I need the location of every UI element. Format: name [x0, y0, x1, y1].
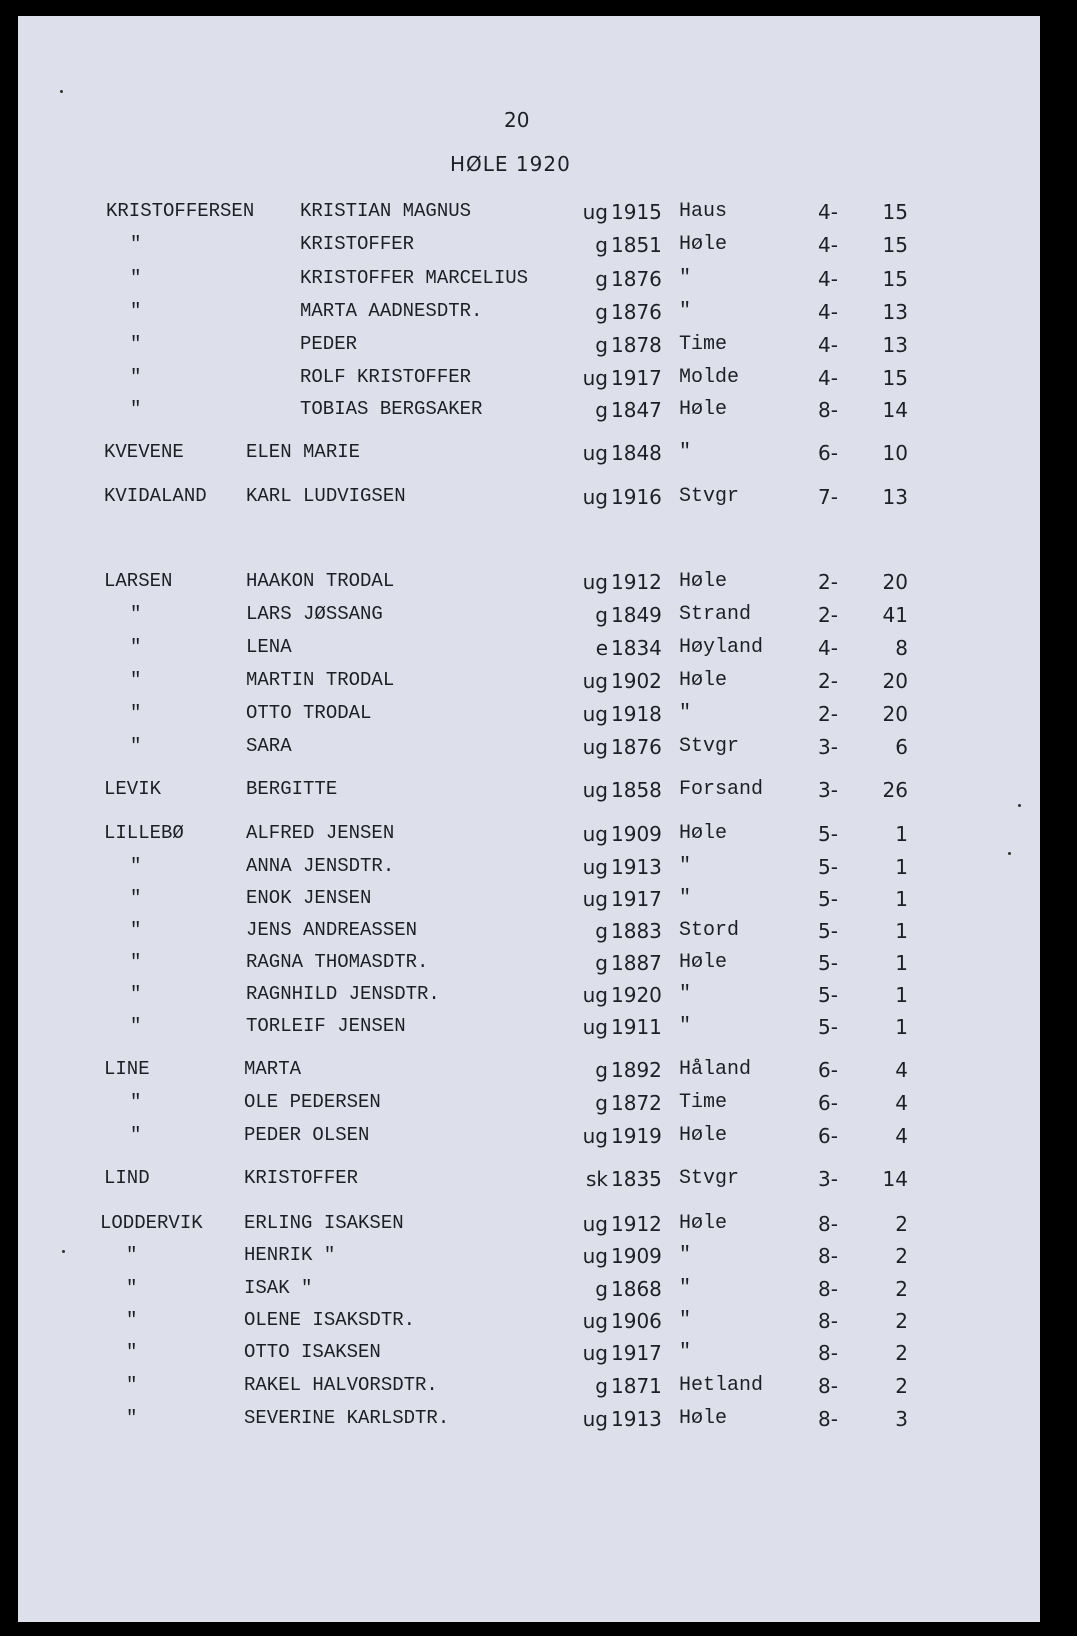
register-row [18, 200, 1040, 230]
birthplace-cell: Høle [679, 1212, 728, 1235]
birth-year-cell: 1883 [611, 919, 662, 943]
reference-part-b: 8 [895, 636, 908, 660]
birth-year-cell: 1887 [611, 951, 662, 975]
surname-cell: KVEVENE [104, 441, 184, 463]
surname-cell: " [130, 300, 142, 322]
reference-part-b: 1 [895, 1015, 908, 1039]
given-name-cell: HENRIK " [244, 1244, 336, 1266]
marital-status-cell: ug [582, 822, 608, 846]
given-name-cell: MARTA AADNESDTR. [300, 300, 483, 322]
register-row [18, 636, 1040, 666]
birth-year-cell: 1913 [611, 1407, 662, 1431]
reference-part-a: 8- [818, 1277, 838, 1301]
register-row [18, 267, 1040, 297]
birthplace-cell: Høle [679, 1407, 728, 1430]
surname-cell: " [126, 1277, 138, 1299]
birthplace-cell: Høle [679, 570, 728, 593]
reference-part-b: 15 [882, 366, 908, 390]
given-name-cell: ALFRED JENSEN [246, 822, 395, 844]
birth-year-cell: 1917 [611, 1341, 662, 1365]
birthplace-cell: Høle [679, 233, 728, 256]
marital-status-cell: g [595, 267, 608, 291]
reference-part-b: 13 [882, 300, 908, 324]
birthplace-cell: Håland [679, 1058, 752, 1081]
reference-part-a: 5- [818, 1015, 838, 1039]
given-name-cell: OTTO TRODAL [246, 702, 372, 724]
given-name-cell: JENS ANDREASSEN [246, 919, 418, 941]
given-name-cell: OLENE ISAKSDTR. [244, 1309, 416, 1331]
birthplace-cell: " [679, 887, 692, 910]
birthplace-cell: Høle [679, 1124, 728, 1147]
reference-part-a: 5- [818, 983, 838, 1007]
reference-part-b: 14 [882, 1167, 908, 1191]
birthplace-cell: Høle [679, 669, 728, 692]
paper-speck [1008, 852, 1011, 855]
surname-cell: " [126, 1407, 138, 1429]
birth-year-cell: 1876 [611, 267, 662, 291]
birth-year-cell: 1906 [611, 1309, 662, 1333]
surname-cell: LODDERVIK [100, 1212, 203, 1234]
page-number: 20 [504, 108, 530, 132]
birth-year-cell: 1848 [611, 441, 662, 465]
marital-status-cell: g [595, 951, 608, 975]
marital-status-cell: g [595, 1091, 608, 1115]
register-row [18, 1407, 1040, 1437]
given-name-cell: KRISTOFFER [300, 233, 415, 255]
marital-status-cell: sk [585, 1167, 608, 1191]
birthplace-cell: Stvgr [679, 735, 740, 758]
surname-cell: " [130, 1015, 142, 1037]
surname-cell: LINE [104, 1058, 150, 1080]
reference-part-a: 3- [818, 1167, 838, 1191]
given-name-cell: KARL LUDVIGSEN [246, 485, 406, 507]
birth-year-cell: 1912 [611, 1212, 662, 1236]
surname-cell: " [130, 919, 142, 941]
birth-year-cell: 1917 [611, 366, 662, 390]
birthplace-cell: Molde [679, 366, 740, 389]
reference-part-a: 8- [818, 1244, 838, 1268]
birthplace-cell: " [679, 300, 692, 323]
register-row [18, 570, 1040, 600]
birth-year-cell: 1892 [611, 1058, 662, 1082]
marital-status-cell: g [595, 1058, 608, 1082]
birthplace-cell: Strand [679, 603, 752, 626]
surname-cell: " [126, 1309, 138, 1331]
birth-year-cell: 1909 [611, 1244, 662, 1268]
register-row [18, 1277, 1040, 1307]
birth-year-cell: 1851 [611, 233, 662, 257]
marital-status-cell: ug [582, 669, 608, 693]
register-row [18, 919, 1040, 949]
surname-cell: LARSEN [104, 570, 173, 592]
marital-status-cell: ug [582, 1244, 608, 1268]
reference-part-b: 4 [895, 1124, 908, 1148]
surname-cell: " [130, 702, 142, 724]
given-name-cell: ENOK JENSEN [246, 887, 372, 909]
marital-status-cell: ug [582, 485, 608, 509]
reference-part-a: 2- [818, 669, 838, 693]
marital-status-cell: g [595, 1277, 608, 1301]
register-row [18, 735, 1040, 765]
reference-part-b: 2 [895, 1374, 908, 1398]
birth-year-cell: 1912 [611, 570, 662, 594]
marital-status-cell: ug [582, 570, 608, 594]
reference-part-b: 2 [895, 1212, 908, 1236]
register-row [18, 300, 1040, 330]
reference-part-a: 2- [818, 603, 838, 627]
register-row [18, 441, 1040, 471]
birthplace-cell: " [679, 267, 692, 290]
register-row [18, 702, 1040, 732]
reference-part-b: 20 [882, 570, 908, 594]
reference-part-b: 2 [895, 1244, 908, 1268]
birthplace-cell: Høle [679, 951, 728, 974]
birth-year-cell: 1849 [611, 603, 662, 627]
given-name-cell: ANNA JENSDTR. [246, 855, 395, 877]
surname-cell: " [130, 1124, 142, 1146]
surname-cell: " [130, 669, 142, 691]
birth-year-cell: 1876 [611, 300, 662, 324]
birth-year-cell: 1868 [611, 1277, 662, 1301]
reference-part-a: 6- [818, 1091, 838, 1115]
surname-cell: LEVIK [104, 778, 162, 800]
register-row [18, 333, 1040, 363]
birthplace-cell: " [679, 1244, 692, 1267]
marital-status-cell: ug [582, 887, 608, 911]
reference-part-a: 4- [818, 333, 838, 357]
given-name-cell: BERGITTE [246, 778, 338, 800]
reference-part-b: 10 [882, 441, 908, 465]
marital-status-cell: ug [582, 855, 608, 879]
reference-part-a: 5- [818, 887, 838, 911]
birthplace-cell: " [679, 441, 692, 464]
reference-part-a: 6- [818, 441, 838, 465]
reference-part-a: 5- [818, 855, 838, 879]
birthplace-cell: Stord [679, 919, 740, 942]
birth-year-cell: 1878 [611, 333, 662, 357]
reference-part-a: 8- [818, 1309, 838, 1333]
reference-part-b: 1 [895, 951, 908, 975]
marital-status-cell: e [595, 636, 608, 660]
page-title: HØLE 1920 [450, 152, 571, 176]
reference-part-b: 1 [895, 887, 908, 911]
birth-year-cell: 1916 [611, 485, 662, 509]
given-name-cell: MARTIN TRODAL [246, 669, 395, 691]
given-name-cell: ELEN MARIE [246, 441, 361, 463]
register-row [18, 855, 1040, 885]
reference-part-a: 6- [818, 1058, 838, 1082]
reference-part-a: 8- [818, 1212, 838, 1236]
register-row [18, 1341, 1040, 1371]
reference-part-a: 3- [818, 778, 838, 802]
given-name-cell: PEDER OLSEN [244, 1124, 370, 1146]
given-name-cell: KRISTIAN MAGNUS [300, 200, 472, 222]
given-name-cell: RAKEL HALVORSDTR. [244, 1374, 438, 1396]
reference-part-b: 13 [882, 333, 908, 357]
register-row [18, 1091, 1040, 1121]
surname-cell: KRISTOFFERSEN [106, 200, 255, 222]
register-row [18, 1212, 1040, 1242]
register-row [18, 983, 1040, 1013]
reference-part-b: 1 [895, 983, 908, 1007]
birthplace-cell: " [679, 855, 692, 878]
surname-cell: LIND [104, 1167, 150, 1189]
register-row [18, 887, 1040, 917]
reference-part-b: 15 [882, 233, 908, 257]
surname-cell: " [130, 735, 142, 757]
surname-cell: " [130, 1091, 142, 1113]
reference-part-b: 2 [895, 1277, 908, 1301]
given-name-cell: SARA [246, 735, 292, 757]
reference-part-b: 20 [882, 669, 908, 693]
given-name-cell: SEVERINE KARLSDTR. [244, 1407, 450, 1429]
surname-cell: " [130, 951, 142, 973]
reference-part-a: 8- [818, 1407, 838, 1431]
birthplace-cell: " [679, 1341, 692, 1364]
birthplace-cell: " [679, 1277, 692, 1300]
given-name-cell: MARTA [244, 1058, 302, 1080]
document-page [18, 16, 1040, 1622]
given-name-cell: HAAKON TRODAL [246, 570, 395, 592]
birthplace-cell: Stvgr [679, 485, 740, 508]
reference-part-b: 15 [882, 200, 908, 224]
paper-speck [62, 1250, 65, 1253]
birthplace-cell: Hetland [679, 1374, 764, 1397]
marital-status-cell: ug [582, 1407, 608, 1431]
register-row [18, 822, 1040, 852]
marital-status-cell: g [595, 300, 608, 324]
birth-year-cell: 1915 [611, 200, 662, 224]
reference-part-b: 3 [895, 1407, 908, 1431]
marital-status-cell: g [595, 333, 608, 357]
paper-speck [60, 90, 63, 93]
marital-status-cell: ug [582, 983, 608, 1007]
reference-part-a: 4- [818, 233, 838, 257]
register-row [18, 669, 1040, 699]
birthplace-cell: Haus [679, 200, 728, 223]
birthplace-cell: Time [679, 333, 728, 356]
given-name-cell: OTTO ISAKSEN [244, 1341, 381, 1363]
marital-status-cell: ug [582, 1341, 608, 1365]
reference-part-b: 41 [882, 603, 908, 627]
birthplace-cell: Stvgr [679, 1167, 740, 1190]
register-row [18, 1244, 1040, 1274]
reference-part-a: 8- [818, 1374, 838, 1398]
given-name-cell: ROLF KRISTOFFER [300, 366, 472, 388]
surname-cell: " [130, 887, 142, 909]
register-row [18, 233, 1040, 263]
given-name-cell: ISAK " [244, 1277, 313, 1299]
marital-status-cell: ug [582, 366, 608, 390]
birth-year-cell: 1876 [611, 735, 662, 759]
marital-status-cell: ug [582, 200, 608, 224]
reference-part-a: 4- [818, 366, 838, 390]
given-name-cell: KRISTOFFER MARCELIUS [300, 267, 529, 289]
reference-part-a: 5- [818, 822, 838, 846]
reference-part-b: 1 [895, 855, 908, 879]
reference-part-a: 2- [818, 702, 838, 726]
reference-part-a: 3- [818, 735, 838, 759]
register-row [18, 485, 1040, 515]
given-name-cell: PEDER [300, 333, 358, 355]
birthplace-cell: Høyland [679, 636, 764, 659]
given-name-cell: ERLING ISAKSEN [244, 1212, 404, 1234]
birthplace-cell: Time [679, 1091, 728, 1114]
surname-cell: " [130, 233, 142, 255]
marital-status-cell: g [595, 1374, 608, 1398]
birth-year-cell: 1917 [611, 887, 662, 911]
reference-part-b: 14 [882, 398, 908, 422]
surname-cell: " [130, 855, 142, 877]
surname-cell: " [130, 603, 142, 625]
reference-part-b: 26 [882, 778, 908, 802]
marital-status-cell: g [595, 919, 608, 943]
surname-cell: " [130, 366, 142, 388]
marital-status-cell: ug [582, 1124, 608, 1148]
birthplace-cell: Høle [679, 822, 728, 845]
reference-part-b: 2 [895, 1341, 908, 1365]
reference-part-b: 1 [895, 919, 908, 943]
birth-year-cell: 1920 [611, 983, 662, 1007]
marital-status-cell: g [595, 398, 608, 422]
reference-part-b: 1 [895, 822, 908, 846]
register-row [18, 366, 1040, 396]
reference-part-a: 4- [818, 267, 838, 291]
reference-part-a: 5- [818, 919, 838, 943]
paper-speck [1018, 804, 1021, 807]
register-row [18, 778, 1040, 808]
given-name-cell: KRISTOFFER [244, 1167, 359, 1189]
birth-year-cell: 1919 [611, 1124, 662, 1148]
reference-part-b: 2 [895, 1309, 908, 1333]
reference-part-b: 15 [882, 267, 908, 291]
register-row [18, 1309, 1040, 1339]
birthplace-cell: " [679, 1015, 692, 1038]
reference-part-a: 5- [818, 951, 838, 975]
surname-cell: " [130, 636, 142, 658]
reference-part-b: 13 [882, 485, 908, 509]
birthplace-cell: Høle [679, 398, 728, 421]
reference-part-a: 2- [818, 570, 838, 594]
surname-cell: " [130, 267, 142, 289]
surname-cell: KVIDALAND [104, 485, 207, 507]
register-row [18, 1015, 1040, 1045]
register-row [18, 951, 1040, 981]
surname-cell: " [130, 983, 142, 1005]
birth-year-cell: 1871 [611, 1374, 662, 1398]
surname-cell: " [126, 1244, 138, 1266]
given-name-cell: OLE PEDERSEN [244, 1091, 381, 1113]
surname-cell: LILLEBØ [104, 822, 184, 844]
marital-status-cell: ug [582, 441, 608, 465]
register-row [18, 1167, 1040, 1197]
reference-part-b: 20 [882, 702, 908, 726]
birth-year-cell: 1911 [611, 1015, 662, 1039]
given-name-cell: TOBIAS BERGSAKER [300, 398, 483, 420]
marital-status-cell: ug [582, 702, 608, 726]
reference-part-a: 7- [818, 485, 838, 509]
reference-part-a: 4- [818, 200, 838, 224]
surname-cell: " [130, 398, 142, 420]
birthplace-cell: Forsand [679, 778, 764, 801]
birth-year-cell: 1835 [611, 1167, 662, 1191]
given-name-cell: LARS JØSSANG [246, 603, 383, 625]
birth-year-cell: 1847 [611, 398, 662, 422]
birthplace-cell: " [679, 983, 692, 1006]
marital-status-cell: g [595, 603, 608, 627]
marital-status-cell: ug [582, 778, 608, 802]
register-row [18, 603, 1040, 633]
surname-cell: " [130, 333, 142, 355]
birthplace-cell: " [679, 1309, 692, 1332]
birth-year-cell: 1918 [611, 702, 662, 726]
marital-status-cell: g [595, 233, 608, 257]
marital-status-cell: ug [582, 1015, 608, 1039]
birth-year-cell: 1902 [611, 669, 662, 693]
birth-year-cell: 1909 [611, 822, 662, 846]
birthplace-cell: " [679, 702, 692, 725]
reference-part-b: 4 [895, 1091, 908, 1115]
reference-part-a: 4- [818, 300, 838, 324]
birth-year-cell: 1834 [611, 636, 662, 660]
surname-cell: " [126, 1374, 138, 1396]
birth-year-cell: 1872 [611, 1091, 662, 1115]
birth-year-cell: 1913 [611, 855, 662, 879]
reference-part-a: 6- [818, 1124, 838, 1148]
surname-cell: " [126, 1341, 138, 1363]
given-name-cell: RAGNHILD JENSDTR. [246, 983, 440, 1005]
reference-part-b: 4 [895, 1058, 908, 1082]
marital-status-cell: ug [582, 1212, 608, 1236]
register-row [18, 1374, 1040, 1404]
reference-part-a: 8- [818, 1341, 838, 1365]
reference-part-b: 6 [895, 735, 908, 759]
marital-status-cell: ug [582, 1309, 608, 1333]
reference-part-a: 4- [818, 636, 838, 660]
given-name-cell: TORLEIF JENSEN [246, 1015, 406, 1037]
given-name-cell: RAGNA THOMASDTR. [246, 951, 429, 973]
reference-part-a: 8- [818, 398, 838, 422]
register-row [18, 1124, 1040, 1154]
register-row [18, 398, 1040, 428]
given-name-cell: LENA [246, 636, 292, 658]
birth-year-cell: 1858 [611, 778, 662, 802]
marital-status-cell: ug [582, 735, 608, 759]
register-row [18, 1058, 1040, 1088]
